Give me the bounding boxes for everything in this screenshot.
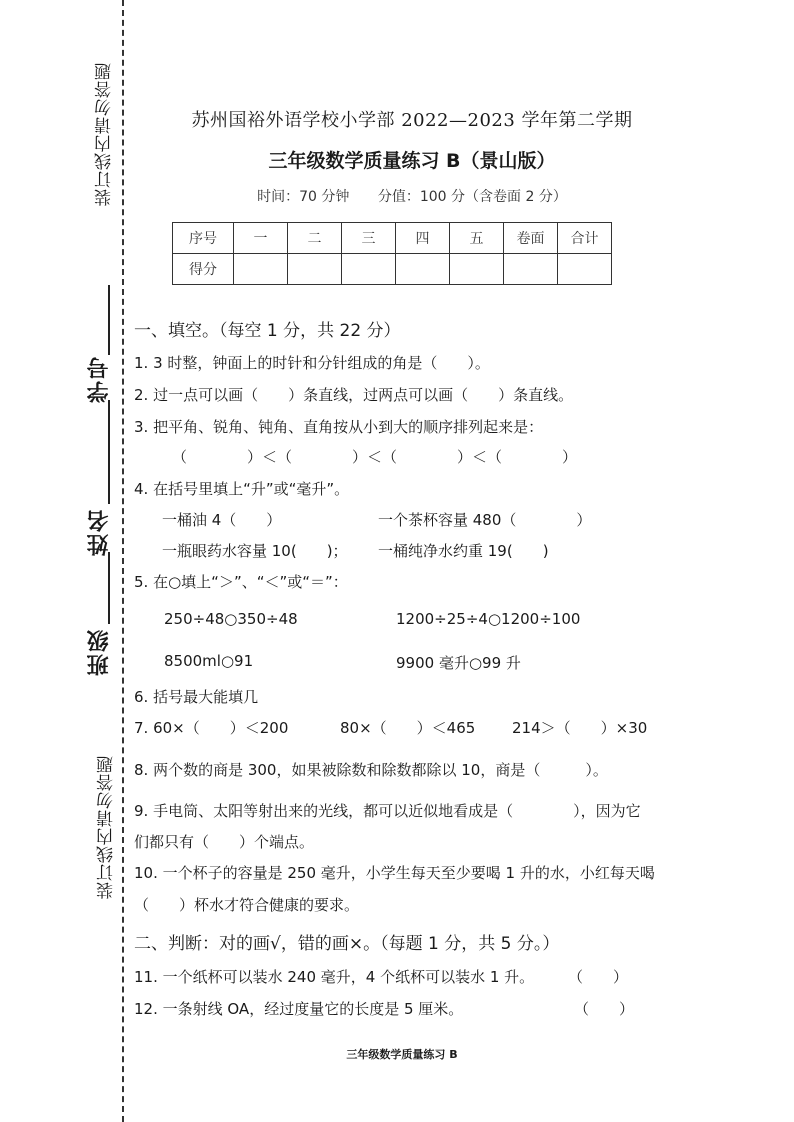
exam-info xyxy=(0,186,794,206)
question-7b: 80×（ ）＜465 xyxy=(340,719,476,737)
score-cell-empty xyxy=(234,254,288,285)
score-cell-empty xyxy=(450,254,504,285)
score-cell-empty xyxy=(288,254,342,285)
question-9-line1: 9. 手电筒、太阳等射出来的光线，都可以近似地看成是（ ），因为它 xyxy=(134,802,641,820)
exam-score: 分值：100 分（含卷面 2 分） xyxy=(377,189,567,205)
student-number-label: 学号 xyxy=(87,355,112,403)
question-3-blanks: （ ）＜（ ）＜（ ）＜（ ） xyxy=(172,448,578,466)
seal-warning-bottom: 装订线内请勿答题 xyxy=(97,755,117,899)
question-11-answer-blank: （ ） xyxy=(568,968,629,986)
score-row-label: 得分 xyxy=(173,254,234,285)
exam-time: 时间：70 分钟 xyxy=(257,189,350,205)
score-cell-header: 三 xyxy=(342,223,396,254)
score-cell-header: 卷面 xyxy=(504,223,558,254)
score-cell-header: 五 xyxy=(450,223,504,254)
score-cell-header: 二 xyxy=(288,223,342,254)
section2-title: 二、判断：对的画√，错的画×。（每题 1 分，共 5 分。） xyxy=(134,934,560,954)
section1-title: 一、填空。（每空 1 分，共 22 分） xyxy=(134,321,401,341)
question-10-line1: 10. 一个杯子的容量是 250 毫升，小学生每天至少要喝 1 升的水，小红每天喝 xyxy=(134,864,655,882)
page-footer: 三年级数学质量练习 B xyxy=(346,1048,458,1061)
score-table-header-row xyxy=(173,223,612,254)
score-cell-empty xyxy=(558,254,612,285)
question-12: 12. 一条射线 OA，经过度量它的长度是 5 厘米。 xyxy=(134,1000,464,1018)
seal-warning-top: 装订线内请勿答题 xyxy=(95,62,115,206)
question-10-line2: （ ）杯水才符合健康的要求。 xyxy=(134,896,360,914)
score-cell-header: 一 xyxy=(234,223,288,254)
score-table xyxy=(172,222,612,285)
exam-title: 三年级数学质量练习 B（景山版） xyxy=(268,150,556,172)
question-3: 3. 把平角、锐角、钝角、直角按从小到大的顺序排列起来是： xyxy=(134,418,544,436)
score-cell-empty xyxy=(504,254,558,285)
score-cell-header: 四 xyxy=(396,223,450,254)
question-5b: 1200÷25÷4○1200÷100 xyxy=(396,610,581,628)
score-cell-empty xyxy=(342,254,396,285)
question-5a: 250÷48○350÷48 xyxy=(164,610,298,628)
question-4: 4. 在括号里填上“升”或“毫升”。 xyxy=(134,480,350,498)
score-table-score-row xyxy=(173,254,612,285)
question-12-answer-blank: （ ） xyxy=(574,1000,635,1018)
question-9-line2: 们都只有（ ）个端点。 xyxy=(134,833,315,851)
question-5d: 9900 毫升○99 升 xyxy=(396,654,521,672)
class-line xyxy=(108,552,110,624)
name-line xyxy=(108,400,110,504)
question-8: 8. 两个数的商是 300，如果被除数和除数都除以 10，商是（ ）。 xyxy=(134,761,608,779)
score-cell-empty xyxy=(396,254,450,285)
question-6: 6. 括号最大能填几 xyxy=(134,688,259,706)
question-1: 1. 3 时整，钟面上的时针和分针组成的角是（ ）。 xyxy=(134,354,490,372)
question-4d: 一桶纯净水约重 19( ) xyxy=(378,542,549,560)
question-4b: 一个茶杯容量 480（ ） xyxy=(378,511,592,529)
question-5c: 8500ml○91 xyxy=(164,652,254,670)
question-7c: 214＞（ ）×30 xyxy=(512,719,648,737)
score-cell-header: 序号 xyxy=(173,223,234,254)
student-number-line xyxy=(108,285,110,355)
question-5: 5. 在○填上“＞”、“＜”或“＝”： xyxy=(134,573,348,591)
question-7a: 7. 60×（ ）＜200 xyxy=(134,719,289,737)
question-4c: 一瓶眼药水容量 10( )； xyxy=(162,542,348,560)
school-title: 苏州国裕外语学校小学部 2022—2023 学年第二学期 xyxy=(191,110,633,131)
class-label: 班级 xyxy=(87,628,112,676)
question-2: 2. 过一点可以画（ ）条直线，过两点可以画（ ）条直线。 xyxy=(134,386,574,404)
score-cell-header: 合计 xyxy=(558,223,612,254)
question-11: 11. 一个纸杯可以装水 240 毫升，4 个纸杯可以装水 1 升。 xyxy=(134,968,535,986)
name-label: 姓名 xyxy=(87,508,112,556)
question-4a: 一桶油 4（ ） xyxy=(162,511,282,529)
